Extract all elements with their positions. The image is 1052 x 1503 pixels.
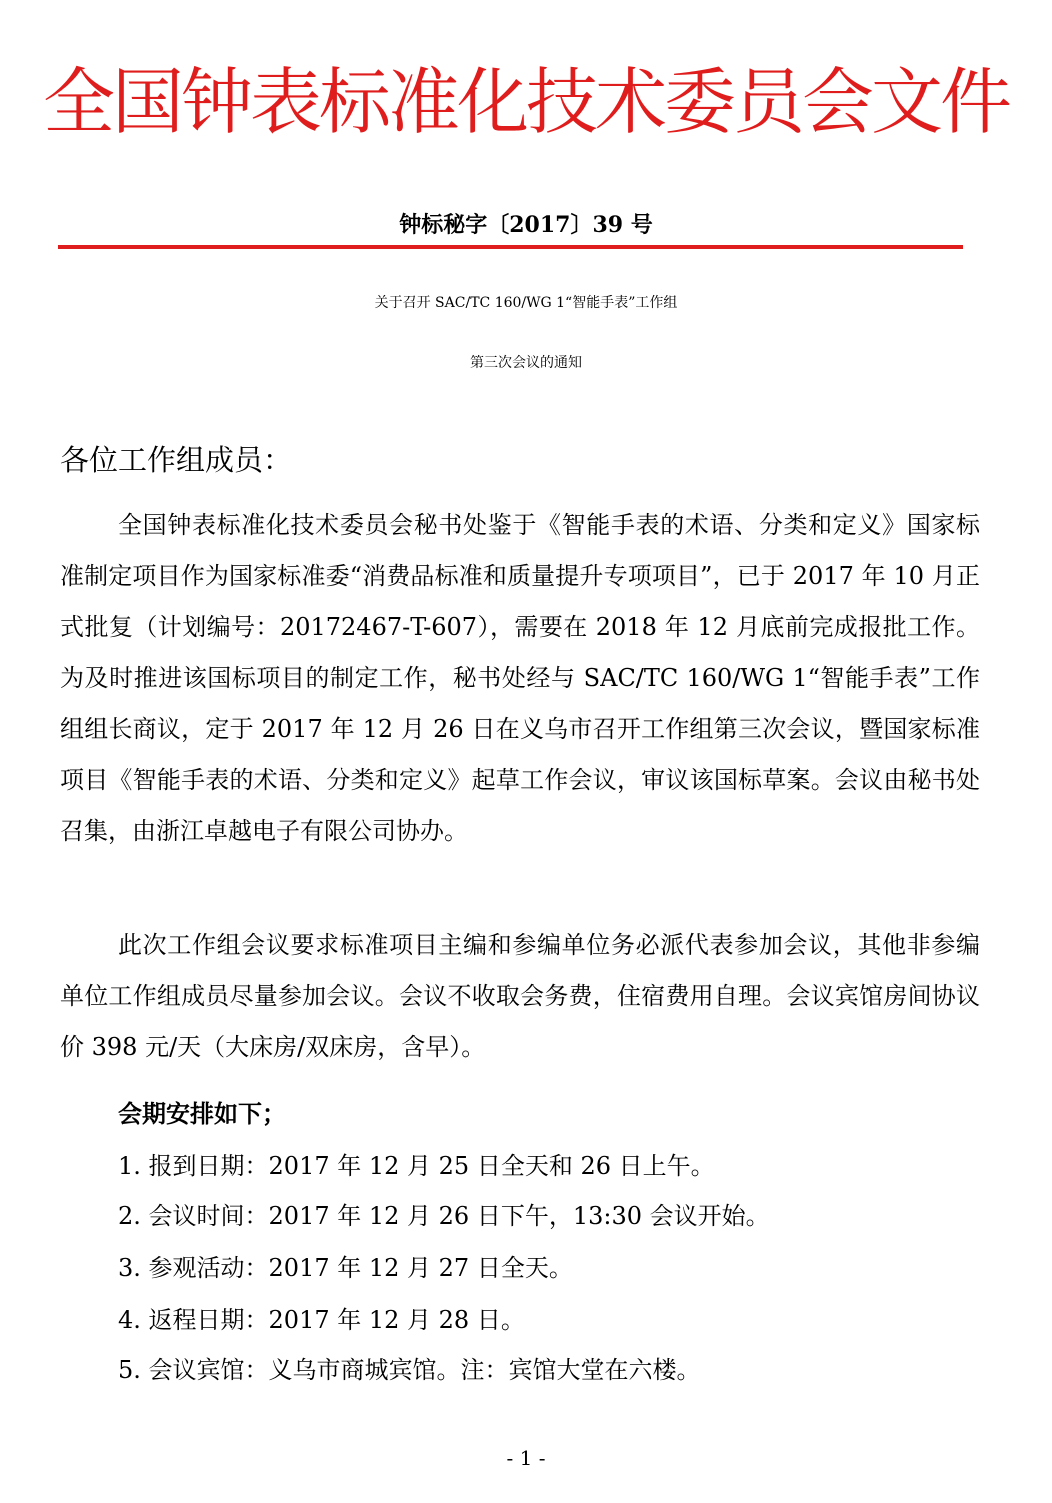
body-paragraph-2: 此次工作组会议要求标准项目主编和参编单位务必派代表参加会议，其他非参编单位工作组成员尽量参加会议。会议不收取会务费，住宿费用自理。会议宾馆房间协议价 398 元/天（大床房/双床房，含早）。 [60,931,980,1061]
document-number: 钟标秘字〔2017〕39 号 [399,212,653,238]
page-number: - 1 - [506,1446,546,1470]
notice-title-line-2: 第三次会议的通知 [470,355,582,371]
schedule-item-return: 4. 返程日期：2017 年 12 月 28 日。 [118,1306,525,1334]
schedule-item-meeting-time: 2. 会议时间：2017 年 12 月 26 日下午，13:30 会议开始。 [118,1202,770,1230]
red-divider-line [58,245,963,249]
schedule-heading: 会期安排如下； [118,1099,286,1128]
schedule-item-visit: 3. 参观活动：2017 年 12 月 27 日全天。 [118,1254,573,1282]
body-paragraph-1: 全国钟表标准化技术委员会秘书处鉴于《智能手表的术语、分类和定义》国家标准制定项目作为国家标准委“消费品标准和质量提升专项项目”，已于 2017 年 10 月正式批复（计划编号：20172467-T-607），需要在 2018 年 12 月底前完成报批工作。为及时推进该国标项目的制定工作，秘书处经与 SAC/TC 160/WG 1“智能手表”工作组组长商议，定于 2017 年 12 月 26 日在义乌市召开工作组第三次会议，暨国家标准项目《智能手表的术语、分类和定义》起草工作会议，审议该国标草案。会议由秘书处召集，由浙江卓越电子有限公司协办。 [60,511,980,845]
schedule-item-hotel: 5. 会议宾馆：义乌市商城宾馆。注：宾馆大堂在六楼。 [118,1356,701,1384]
notice-title-line-1: 关于召开 SAC/TC 160/WG 1“智能手表”工作组 [374,295,678,311]
schedule-item-registration: 1. 报到日期：2017 年 12 月 25 日全天和 26 日上午。 [118,1152,715,1180]
committee-header-title: 全国钟表标准化技术委员会文件 [42,60,1009,144]
salutation: 各位工作组成员： [60,443,293,477]
